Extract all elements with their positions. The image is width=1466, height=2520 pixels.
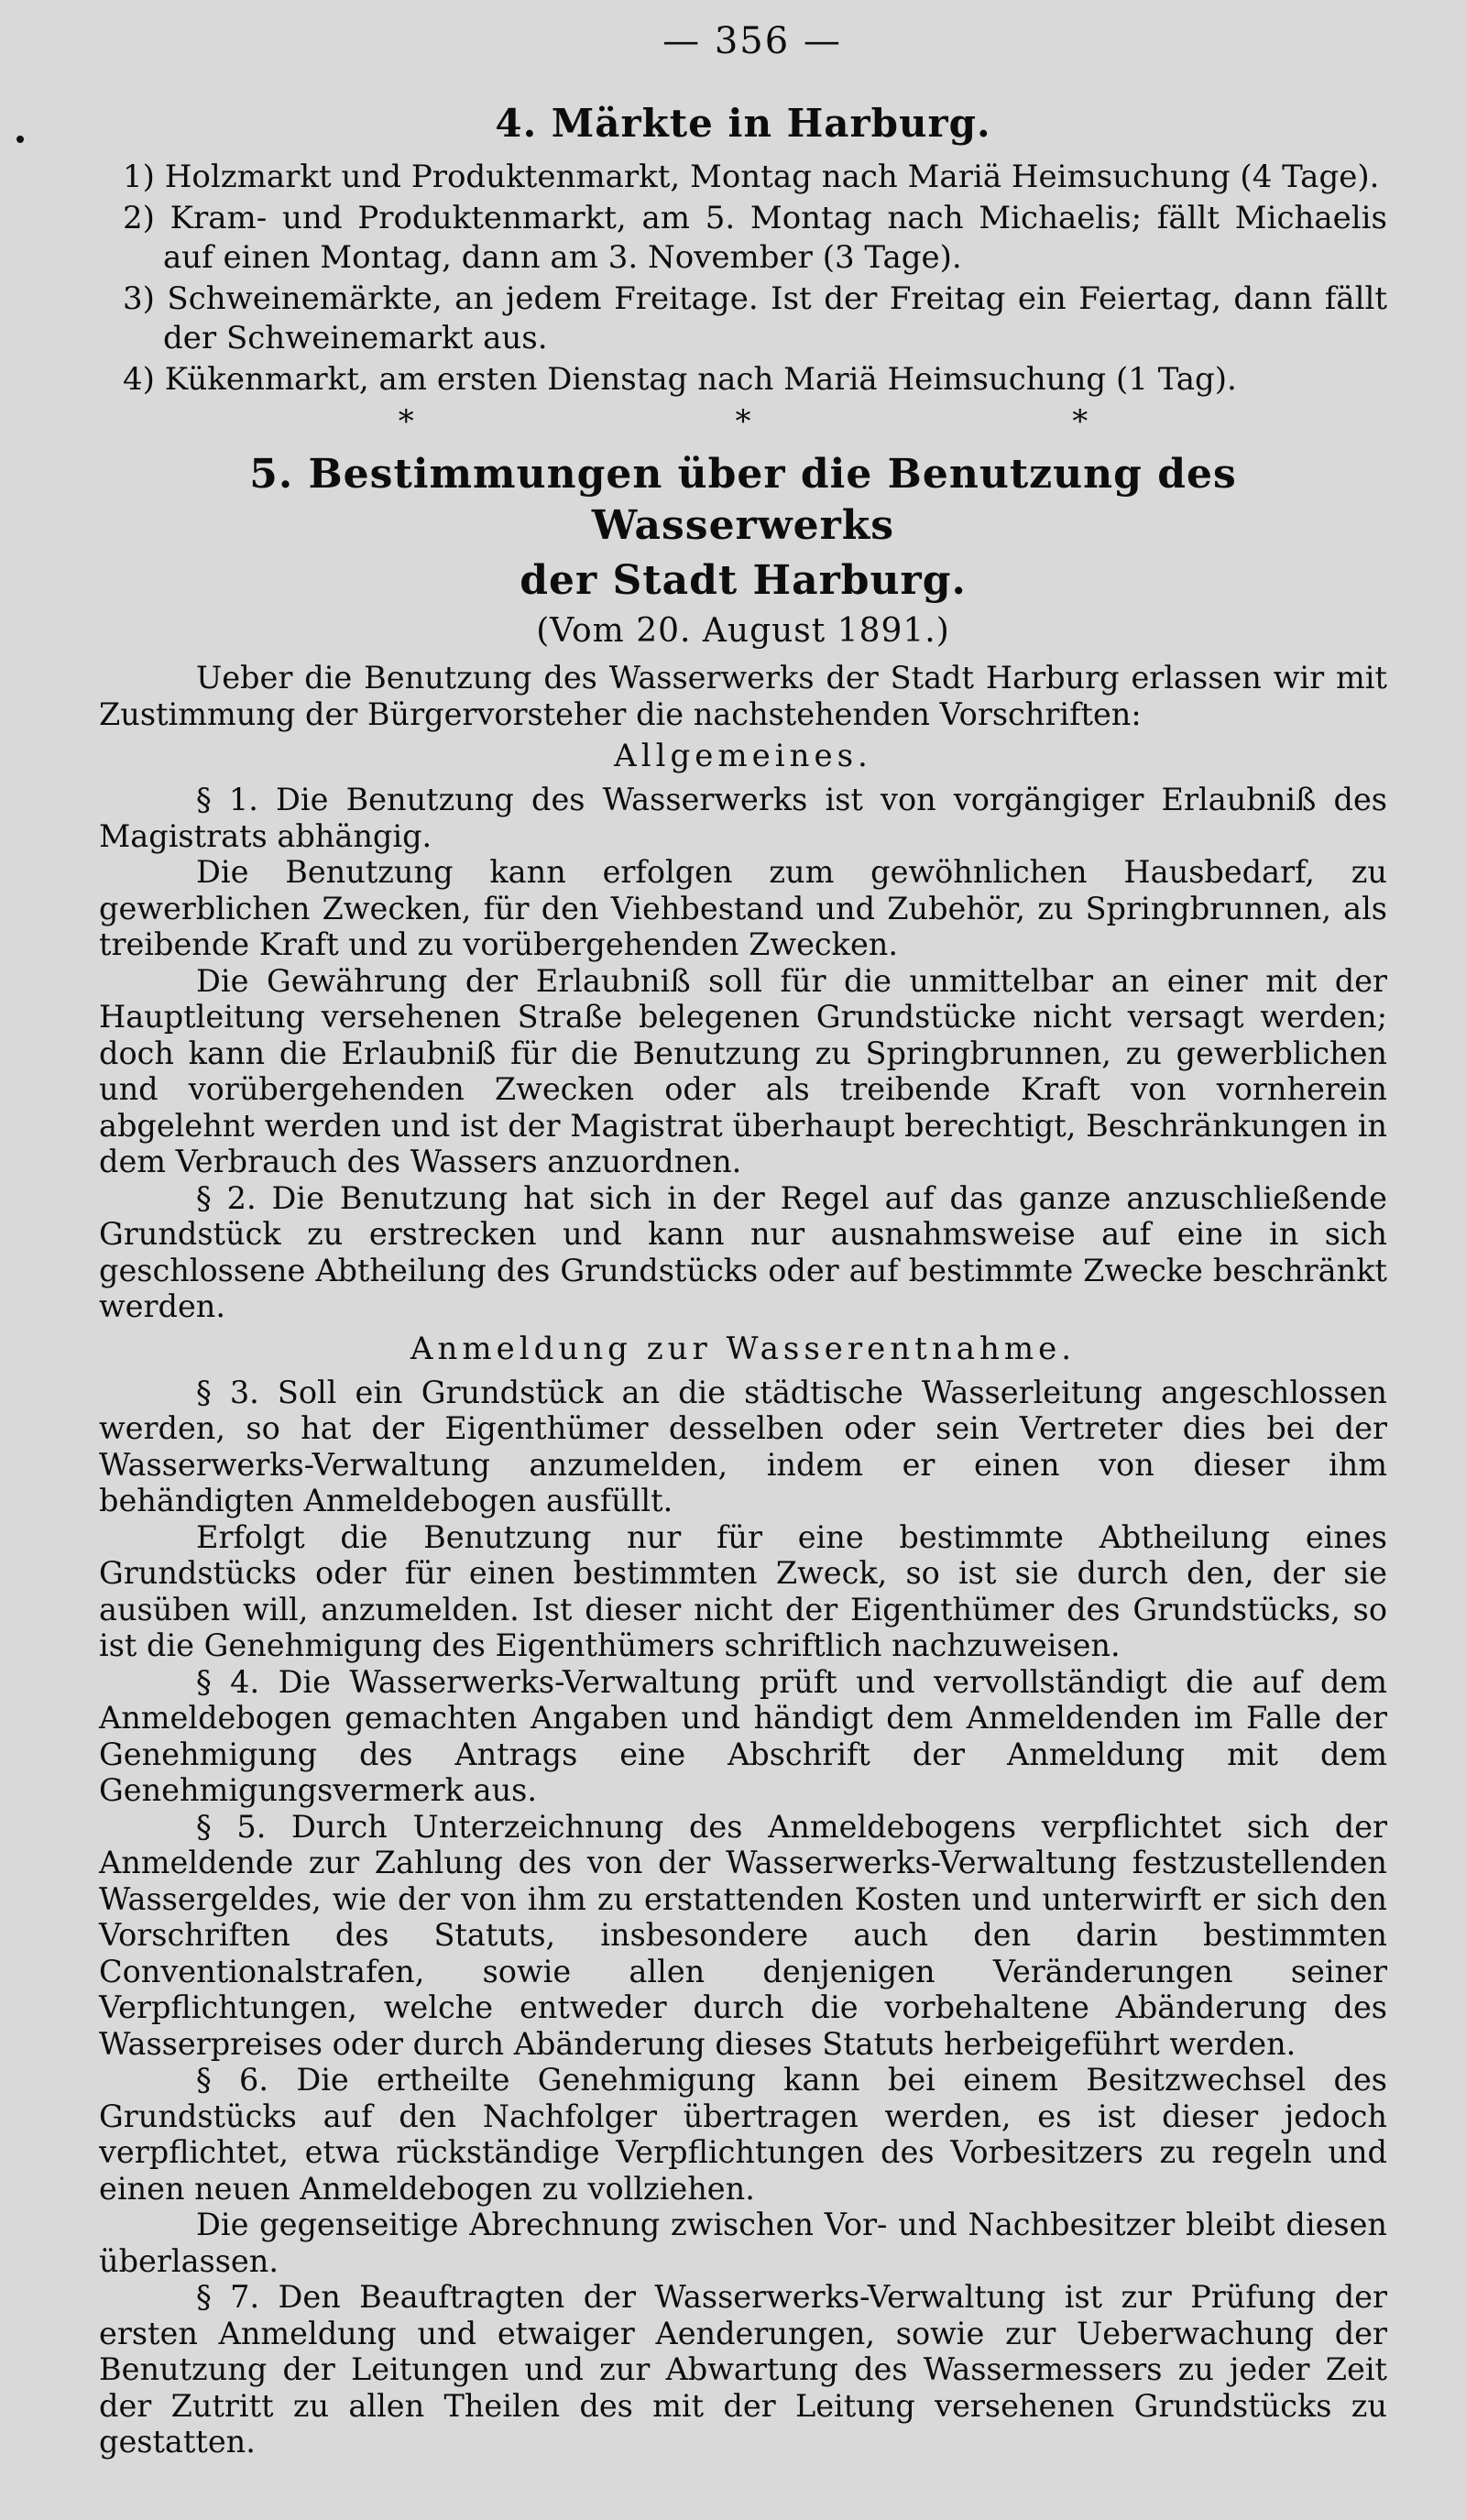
margin-dot: [16, 136, 24, 143]
market-item-1: 1) Holzmarkt und Produktenmarkt, Montag nach Mariä Heimsuchung (4 Tage).: [123, 159, 1380, 195]
paragraph-2: § 2. Die Benutzung hat sich in der Regel auf das ganze anzuschließende Grundstück zu erstrecken und kann nur ausnahmsweise auf eine in sich geschlossene Abtheilung des Grundstücks oder auf bestimmte Zwecke beschränkt werden.: [99, 1179, 1387, 1324]
paragraph-7: § 7. Den Beauftragten der Wasserwerks-Verwaltung ist zur Prüfung der ersten Anmeldung und etwaiger Aenderungen, sowie zur Ueberwachung der Benutzung der Leitungen und zur Abwartung des Wassermessers zu jeder Zeit der Zutritt zu allen Theilen des mit der Leitung versehenen Grundstücks zu gestatten.: [99, 2279, 1387, 2460]
section-5-title-line1: 5. Bestimmungen über die Benutzung des Wasserwerks: [249, 451, 1237, 549]
decree-date: (Vom 20. August 1891.): [536, 612, 950, 650]
market-item-3: 3) Schweinemärkte, an jedem Freitage. Ist der Freitag ein Feiertag, dann fällt der Schweinemarkt aus.: [123, 280, 1387, 356]
separator-stars: * * *: [398, 403, 1244, 440]
paragraph-5: § 5. Durch Unterzeichnung des Anmeldebogens verpflichtet sich der Anmeldende zur Zahlung des von der Wasserwerks-Verwaltung festzustellenden Wassergeldes, wie der von ihm zu erstattenden Kosten und unterwirft er sich den Vorschriften des Statuts, insbesondere auch den darin bestimmten Conventionalstrafen, sowie allen denjenigen Veränderungen seiner Verpflichtungen, welche entweder durch die vorbehaltene Abänderung des Wasserpreises oder durch Abänderung dieses Statuts herbeigeführt werden.: [99, 1808, 1387, 2062]
paragraph-1: § 1. Die Benutzung des Wasserwerks ist von vorgängiger Erlaubniß des Magistrats abhängig.: [99, 782, 1387, 854]
market-item-2: 2) Kram- und Produktenmarkt, am 5. Montag nach Michaelis; fällt Michaelis auf einen Montag, dann am 3. November (3 Tage).: [123, 200, 1387, 276]
intro-paragraph: Ueber die Benutzung des Wasserwerks der Stadt Harburg erlassen wir mit Zustimmung der Bürgervorsteher die nachstehenden Vorschriften:: [99, 660, 1387, 732]
market-item-4: 4) Kükenmarkt, am ersten Dienstag nach Mariä Heimsuchung (1 Tag).: [123, 361, 1237, 398]
section-5-title-line2: der Stadt Harburg.: [520, 557, 967, 604]
paragraph-3: § 3. Soll ein Grundstück an die städtische Wasserleitung angeschlossen werden, so hat der Eigenthümer desselben oder sein Vertreter dies bei der Wasserwerks-Verwaltung anzumelden, indem er einen von dieser ihm behändigten Anmeldebogen ausfüllt.: [99, 1374, 1387, 1518]
paragraph-6-second: Die gegenseitige Abrechnung zwischen Vor- und Nachbesitzer bleibt diesen überlassen.: [99, 2207, 1387, 2279]
heading-registration: Anmeldung zur Wasserentnahme.: [410, 1330, 1077, 1367]
paragraph-3-second: Erfolgt die Benutzung nur für eine bestimmte Abtheilung eines Grundstücks oder für einen bestimmten Zweck, so ist sie durch den, der sie ausüben will, anzumelden. Ist dieser nicht der Eigenthümer des Grundstücks, so ist die Genehmigung des Eigenthümers schriftlich nachzuweisen.: [99, 1518, 1387, 1663]
paragraph-1-usage: Die Benutzung kann erfolgen zum gewöhnlichen Hausbedarf, zu gewerblichen Zwecken, für den Viehbestand und Zubehör, zu Springbrunnen, als treibende Kraft und zu vorübergehenden Zwecken.: [99, 854, 1387, 962]
paragraph-1-permission: Die Gewährung der Erlaubniß soll für die unmittelbar an einer mit der Hauptleitung versehenen Straße belegenen Grundstücke nicht versagt werden; doch kann die Erlaubniß für die Benutzung zu Springbrunnen, zu gewerblichen und vorübergehenden Zwecken oder als treibende Kraft von vornherein abgelehnt werden und ist der Magistrat überhaupt berechtigt, Beschränkungen in dem Verbrauch des Wassers anzuordnen.: [99, 962, 1387, 1179]
paragraph-4: § 4. Die Wasserwerks-Verwaltung prüft und vervollständigt die auf dem Anmeldebogen gemachten Angaben und händigt dem Anmeldenden im Falle der Genehmigung des Antrags eine Abschrift der Anmeldung mit dem Genehmigungsvermerk aus.: [99, 1663, 1387, 1808]
section-4-title: 4. Märkte in Harburg.: [495, 101, 991, 146]
page-number: — 356 —: [662, 20, 842, 62]
market-list: [99, 158, 1387, 400]
paragraph-6: § 6. Die ertheilte Genehmigung kann bei einem Besitzwechsel des Grundstücks auf den Nachfolger übertragen werden, es ist dieser jedoch verpflichtet, etwa rückständige Verpflichtungen des Vorbesitzers zu regeln und einen neuen Anmeldebogen zu vollziehen.: [99, 2062, 1387, 2207]
heading-general: Allgemeines.: [614, 738, 872, 774]
